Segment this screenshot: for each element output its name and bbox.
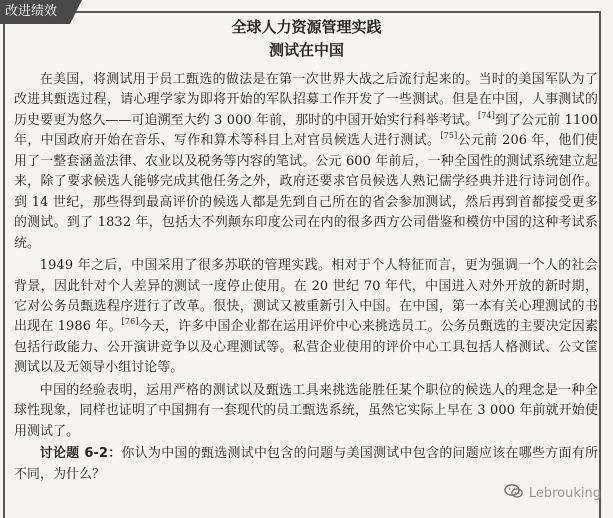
- article-title: 全球人力资源管理实践: [231, 18, 382, 36]
- discussion-text: 你认为中国的甄选测试中包含的问题与美国测试中包含的问题应该在哪些方面有所不同，为什么？: [14, 446, 598, 482]
- article-body: [14, 70, 598, 485]
- discussion-label: 讨论题 6-2：: [39, 446, 122, 462]
- paragraph-3: 中国的经验表明，运用严格的测试以及甄选工具来挑选能胜任某个职位的候选人的理念是一种全球性现象，同样也证明了中国拥有一套现代的员工甄选系统，虽然它实际上早在 3 000 年前就开始使用测试了。: [14, 382, 598, 439]
- discussion-question: [14, 444, 598, 485]
- paragraph-2-part-1: 1949 年之后，中国采用了很多苏联的管理实践。相对于个人特征而言，更为强调一个人的社会背景，因此针对个人差异的测试一度停止使用。在 20 世纪 70 年代，中国进入对外开放的新时期，它对公务员甄选程序进行了改革。很快，测试又被重新引入中国。在中国，第一本有关心理测试的书出现在 1986 年。: [14, 258, 598, 335]
- citation-76: [76]: [121, 317, 139, 327]
- paragraph-1-part-3: 公元前 206 年，他们使用了一整套涵盖法律、农业以及税务等内容的笔试。公元 600 年前后，一种全国性的测试系统建立起来，除了要求候选人能够完成其他任务之外，政府还要求官员候选人熟记儒学经典并进行诗词创作。到 14 世纪，那些得到最高评价的候选人都是先到自己所在的省会参加测试，然后再到首都接受更多的测试。到了 1832 年，包括大不列颠东印度公司在内的很多西方公司借鉴和模仿中国的这种考试系统。: [14, 133, 598, 251]
- paragraph-2: [14, 256, 598, 379]
- watermark-text: Lebrouking: [528, 485, 601, 501]
- section-tag-label: 改进绩效: [5, 4, 58, 19]
- paragraph-1: [14, 70, 598, 254]
- paragraph-1-part-2: 到了公元前 1100 年，中国政府开始在音乐、写作和算术等科目上对官员候选人进行测试。: [14, 112, 598, 149]
- citation-75: [75]: [440, 131, 458, 141]
- citation-74: [74]: [478, 110, 496, 120]
- article-subtitle: 测试在中国: [268, 41, 344, 59]
- paragraph-2-part-2: 今天，许多中国企业都在运用评价中心来挑选员工。公务员甄选的主要决定因素包括行政能力、公开演讲竞争以及心理测试等。私营企业使用的评价中心工具包括人格测试、公文筐测试以及无领导小组讨论等。: [14, 319, 598, 376]
- paragraph-1-part-1: 在美国，将测试用于员工甄选的做法是在第一次世界大战之后流行起来的。当时的美国军队为了改进其甄选过程，请心理学家为即将开始的军队招募工作开发了一些测试。但是在中国，人事测试的历史要更为悠久——可追溯至大约 3 000 年前，那时的中国开始实行科举考试。: [14, 72, 598, 128]
